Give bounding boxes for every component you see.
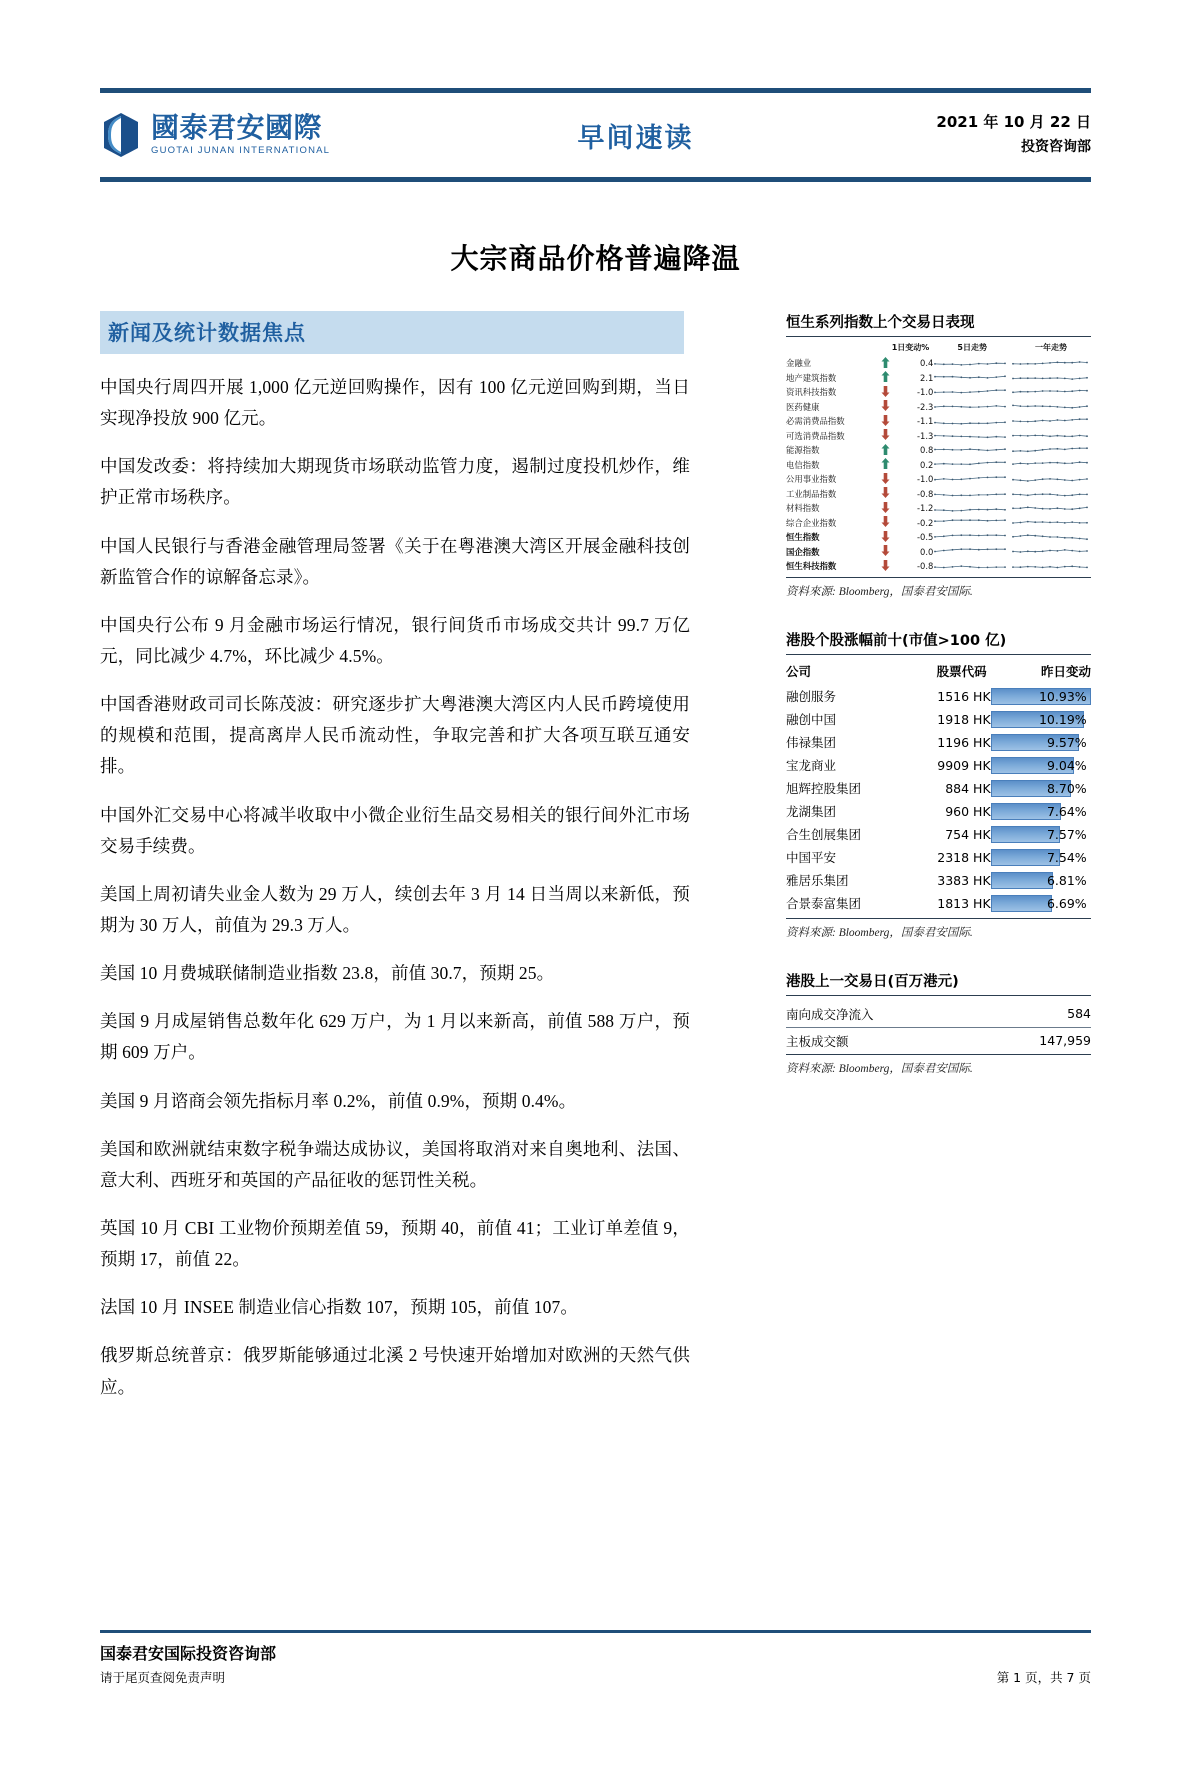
col-company: 公司 <box>786 663 812 679</box>
table-row <box>786 800 1091 823</box>
change-bar <box>991 734 1091 751</box>
company-name: 融创服务 <box>786 689 837 704</box>
change-bar-cell <box>991 823 1091 846</box>
index-name: 恒生科技指数 <box>786 561 837 572</box>
table-row <box>786 414 1091 429</box>
panel-title-hang-seng: 恒生系列指数上个交易日表现 <box>786 315 975 331</box>
hang-seng-table <box>786 342 1091 574</box>
change-bar <box>991 688 1091 705</box>
footer-page-number: 第 1 页，共 7 页 <box>996 1670 1091 1685</box>
table-row <box>786 530 1091 545</box>
sparkline-5day <box>933 385 1011 400</box>
table-header-row <box>786 660 1091 685</box>
company-name: 宝龙商业 <box>786 758 837 773</box>
footer-disclaimer: 请于尾页查阅免责声明 <box>100 1670 226 1685</box>
change-bar-cell <box>991 754 1091 777</box>
index-name: 能源指数 <box>786 445 820 456</box>
document-page <box>0 88 1191 1772</box>
turnover-value: 147,959 <box>978 1027 1091 1054</box>
stock-code: 3383 HK <box>937 872 991 888</box>
sparkline-1year <box>1011 501 1091 516</box>
table-row <box>786 1001 1091 1028</box>
source-note-turnover: 资料來源: Bloomberg，国泰君安国际. <box>786 1062 973 1075</box>
table-row <box>786 458 1091 473</box>
table-row <box>786 516 1091 531</box>
index-name: 资讯科技指数 <box>786 387 837 398</box>
logo-text-en: GUOTAI JUNAN INTERNATIONAL <box>151 145 331 157</box>
sparkline-1year <box>1011 545 1091 560</box>
arrow-up-icon <box>880 356 892 371</box>
panel-rule-bottom <box>786 577 1091 578</box>
change-bar-cell <box>991 731 1091 754</box>
stock-code: 1918 HK <box>937 711 991 727</box>
table-row <box>786 846 1091 869</box>
news-item: 美国 10 月费城联储制造业指数 23.8，前值 30.7，预期 25。 <box>100 963 555 984</box>
stock-code: 960 HK <box>945 803 991 819</box>
index-name: 地产建筑指数 <box>786 372 837 383</box>
news-item: 美国和欧洲就结束数字税争端达成协议，美国将取消对来自奥地利、法国、意大利、西班牙和英国的产品征收的惩罚性关税。 <box>100 1138 690 1190</box>
hang-seng-table-body <box>786 356 1091 574</box>
change-value: 10.19% <box>1038 711 1087 727</box>
index-change-value: -1.1 <box>916 416 934 427</box>
panel-title-turnover: 港股上一交易日(百万港元) <box>786 973 959 990</box>
news-column <box>100 311 700 1420</box>
col-1day-change: 1日变动% <box>891 343 930 352</box>
table-row <box>786 1027 1091 1054</box>
turnover-label: 南向成交净流入 <box>786 1001 978 1028</box>
arrow-down-icon <box>880 400 892 415</box>
arrow-down-icon <box>880 472 892 487</box>
sparkline-1year <box>1011 400 1091 415</box>
table-row <box>786 731 1091 754</box>
turnover-table-body <box>786 1001 1091 1055</box>
change-value: 6.69% <box>1046 895 1087 911</box>
table-row <box>786 869 1091 892</box>
index-name: 金融业 <box>786 358 812 369</box>
change-bar <box>991 803 1091 820</box>
change-bar-cell <box>991 800 1091 823</box>
change-bar-cell <box>991 869 1091 892</box>
news-list <box>100 372 700 1403</box>
change-value: 8.70% <box>1046 780 1087 796</box>
news-item: 中国发改委：将持续加大期现货市场联动监管力度，遏制过度投机炒作，维护正常市场秩序。 <box>100 456 690 508</box>
arrow-down-icon <box>880 414 892 429</box>
arrow-down-icon <box>880 487 892 502</box>
company-name: 雅居乐集团 <box>786 873 849 888</box>
table-row <box>786 754 1091 777</box>
sparkline-5day <box>933 400 1011 415</box>
footer-row <box>100 1641 1091 1686</box>
sparkline-5day <box>933 414 1011 429</box>
change-bar <box>991 849 1091 866</box>
panel-rule <box>786 654 1091 655</box>
table-header-row <box>786 342 1091 356</box>
change-bar <box>991 780 1091 797</box>
company-name: 龙湖集团 <box>786 804 837 819</box>
change-bar <box>991 895 1091 912</box>
logo-text-cn: 國泰君安國際 <box>151 111 323 145</box>
report-date: 2021 年 10 月 22 日 <box>936 113 1091 132</box>
stock-code: 884 HK <box>945 780 991 796</box>
index-change-value: -1.3 <box>916 430 934 441</box>
company-name: 合景泰富集团 <box>786 896 862 911</box>
index-change-value: -1.0 <box>916 474 934 485</box>
change-bar <box>991 872 1091 889</box>
stock-code: 1196 HK <box>937 734 991 750</box>
index-name: 工业制品指数 <box>786 488 837 499</box>
col-yesterday-change: 昨日变动 <box>1040 663 1091 679</box>
index-name: 必需消费品指数 <box>786 416 845 427</box>
top-gainers-table-body <box>786 685 1091 915</box>
change-value: 9.04% <box>1046 757 1087 773</box>
company-name: 伟禄集团 <box>786 735 837 750</box>
change-bar <box>991 711 1091 728</box>
sparkline-1year <box>1011 458 1091 473</box>
table-row <box>786 356 1091 371</box>
index-name: 医药健康 <box>786 401 820 412</box>
table-row <box>786 708 1091 731</box>
sparkline-1year <box>1011 472 1091 487</box>
document-footer <box>100 1630 1091 1686</box>
arrow-down-icon <box>880 559 892 574</box>
arrow-down-icon <box>880 429 892 444</box>
sparkline-5day <box>933 545 1011 560</box>
sparkline-1year <box>1011 414 1091 429</box>
sparkline-1year <box>1011 385 1091 400</box>
arrow-up-icon <box>880 443 892 458</box>
turnover-value: 584 <box>978 1001 1091 1028</box>
change-bar-fill <box>991 872 1053 889</box>
table-row <box>786 487 1091 502</box>
panel-turnover <box>786 970 1091 1076</box>
arrow-down-icon <box>880 545 892 560</box>
change-bar-cell <box>991 846 1091 869</box>
arrow-down-icon <box>880 516 892 531</box>
sparkline-5day <box>933 458 1011 473</box>
index-name: 电信指数 <box>786 459 820 470</box>
company-name: 合生创展集团 <box>786 827 862 842</box>
table-row <box>786 400 1091 415</box>
sparkline-1year <box>1011 443 1091 458</box>
footer-company: 国泰君安国际投资咨询部 <box>100 1644 277 1663</box>
table-row <box>786 371 1091 386</box>
news-item: 法国 10 月 INSEE 制造业信心指数 107，预期 105，前值 107。 <box>100 1297 578 1318</box>
table-row <box>786 472 1091 487</box>
sparkline-5day <box>933 371 1011 386</box>
stock-code: 1516 HK <box>937 688 991 704</box>
sparkline-5day <box>933 559 1011 574</box>
arrow-down-icon <box>880 501 892 516</box>
index-change-value: -1.0 <box>916 387 934 398</box>
index-change-value: 0.2 <box>920 459 934 470</box>
news-item: 俄罗斯总统普京：俄罗斯能够通过北溪 2 号快速开始增加对欧洲的天然气供应。 <box>100 1345 690 1397</box>
section-heading-news: 新闻及统计数据焦点 <box>100 311 684 354</box>
sparkline-1year <box>1011 371 1091 386</box>
index-change-value: -0.5 <box>916 532 934 543</box>
table-row <box>786 892 1091 915</box>
arrow-down-icon <box>880 385 892 400</box>
sparkline-1year <box>1011 559 1091 574</box>
sparkline-5day <box>933 530 1011 545</box>
index-change-value: -0.8 <box>916 561 934 572</box>
change-value: 7.54% <box>1046 849 1087 865</box>
index-name: 公用事业指数 <box>786 474 837 485</box>
change-bar <box>991 826 1091 843</box>
arrow-up-icon <box>880 371 892 386</box>
logo-mark-icon <box>100 112 142 158</box>
table-row <box>786 429 1091 444</box>
sparkline-5day <box>933 516 1011 531</box>
change-value: 7.64% <box>1046 803 1087 819</box>
index-change-value: -2.3 <box>916 401 934 412</box>
col-index-name <box>786 342 880 356</box>
news-item: 中国央行公布 9 月金融市场运行情况，银行间货币市场成交共计 99.7 万亿元，同比减少 4.7%，环比减少 4.5%。 <box>100 614 690 666</box>
index-name: 综合企业指数 <box>786 517 837 528</box>
document-title: 大宗商品价格普遍降温 <box>450 242 741 275</box>
page-title: 早间速读 <box>577 122 694 154</box>
panel-rule <box>786 336 1091 337</box>
footer-rule <box>100 1630 1091 1633</box>
col-stock-code: 股票代码 <box>936 663 987 679</box>
index-change-value: -0.8 <box>916 488 934 499</box>
company-name: 融创中国 <box>786 712 837 727</box>
change-value: 10.93% <box>1038 688 1087 704</box>
index-change-value: 0.4 <box>920 358 934 369</box>
table-row <box>786 545 1091 560</box>
table-row <box>786 823 1091 846</box>
col-direction <box>880 342 892 356</box>
panel-hang-seng <box>786 311 1091 599</box>
col-1year-trend: 一年走势 <box>1035 343 1068 352</box>
news-item: 英国 10 月 CBI 工业物价预期差值 59，预期 40，前值 41；工业订单差值 9，预期 17，前值 22。 <box>100 1217 690 1270</box>
table-row <box>786 501 1091 516</box>
news-item: 中国外汇交易中心将减半收取中小微企业衍生品交易相关的银行间外汇市场交易手续费。 <box>100 804 690 856</box>
top-gainers-table <box>786 660 1091 915</box>
stock-code: 1813 HK <box>937 895 991 911</box>
panel-rule-bottom <box>786 918 1091 919</box>
arrow-down-icon <box>880 530 892 545</box>
sparkline-5day <box>933 472 1011 487</box>
sparkline-1year <box>1011 530 1091 545</box>
source-note-gainers: 资料來源: Bloomberg，国泰君安国际. <box>786 926 973 939</box>
index-change-value: 2.1 <box>920 372 934 383</box>
sparkline-5day <box>933 487 1011 502</box>
index-change-value: 0.0 <box>920 546 934 557</box>
arrow-up-icon <box>880 458 892 473</box>
sparkline-5day <box>933 501 1011 516</box>
sparkline-1year <box>1011 429 1091 444</box>
change-bar-cell <box>991 685 1091 708</box>
sparkline-1year <box>1011 356 1091 371</box>
stock-code: 754 HK <box>945 826 991 842</box>
sparkline-1year <box>1011 487 1091 502</box>
source-note-hang-seng: 资料來源: Bloomberg，国泰君安国际. <box>786 585 973 598</box>
company-name: 中国平安 <box>786 850 837 865</box>
table-row <box>786 443 1091 458</box>
report-department: 投资咨询部 <box>1021 138 1091 155</box>
company-logo <box>100 112 430 158</box>
index-change-value: -1.2 <box>916 503 934 514</box>
data-column <box>786 311 1091 1106</box>
news-item: 中国央行周四开展 1,000 亿元逆回购操作，因有 100 亿元逆回购到期，当日实现净投放 900 亿元。 <box>100 377 690 429</box>
turnover-table <box>786 1001 1091 1055</box>
document-header <box>100 93 1091 177</box>
index-name: 可选消费品指数 <box>786 430 845 441</box>
panel-rule <box>786 995 1091 996</box>
news-item: 美国上周初请失业金人数为 29 万人，续创去年 3 月 14 日当周以来新低，预期为 30 万人，前值为 29.3 万人。 <box>100 883 690 935</box>
index-name: 国企指数 <box>786 546 820 557</box>
news-item: 美国 9 月成屋销售总数年化 629 万户，为 1 月以来新高，前值 588 万户，预期 609 万户。 <box>100 1011 690 1063</box>
change-value: 7.57% <box>1046 826 1087 842</box>
stock-code: 9909 HK <box>937 757 991 773</box>
turnover-label: 主板成交额 <box>786 1027 978 1054</box>
header-bottom-rule <box>100 177 1091 182</box>
change-bar-cell <box>991 708 1091 731</box>
index-name: 恒生指数 <box>786 532 820 543</box>
sparkline-1year <box>1011 516 1091 531</box>
table-row <box>786 777 1091 800</box>
table-row <box>786 559 1091 574</box>
sparkline-5day <box>933 429 1011 444</box>
sparkline-5day <box>933 356 1011 371</box>
change-value: 6.81% <box>1046 872 1087 888</box>
news-item: 中国人民银行与香港金融管理局签署《关于在粤港澳大湾区开展金融科技创新监管合作的谅解备忘录》。 <box>100 535 690 587</box>
change-bar-cell <box>991 892 1091 915</box>
stock-code: 2318 HK <box>937 849 991 865</box>
panel-top-gainers <box>786 629 1091 940</box>
table-row <box>786 385 1091 400</box>
change-value: 9.57% <box>1046 734 1087 750</box>
panel-title-top-gainers: 港股个股涨幅前十(市值>100 亿) <box>786 632 1007 649</box>
sparkline-5day <box>933 443 1011 458</box>
change-bar-fill <box>991 895 1052 912</box>
header-meta <box>841 110 1091 159</box>
index-change-value: -0.2 <box>916 517 934 528</box>
index-change-value: 0.8 <box>920 445 934 456</box>
col-5day-trend: 5日走势 <box>957 343 987 352</box>
body-columns <box>100 311 1091 1420</box>
company-name: 旭辉控股集团 <box>786 781 862 796</box>
change-bar-cell <box>991 777 1091 800</box>
news-item: 中国香港财政司司长陈茂波：研究逐步扩大粤港澳大湾区内人民币跨境使用的规模和范围，提高离岸人民币流动性，争取完善和扩大各项互联互通安排。 <box>100 694 690 777</box>
index-name: 材料指数 <box>786 503 820 514</box>
table-row <box>786 685 1091 708</box>
news-item: 美国 9 月谘商会领先指标月率 0.2%，前值 0.9%，预期 0.4%。 <box>100 1090 577 1111</box>
change-bar <box>991 757 1091 774</box>
